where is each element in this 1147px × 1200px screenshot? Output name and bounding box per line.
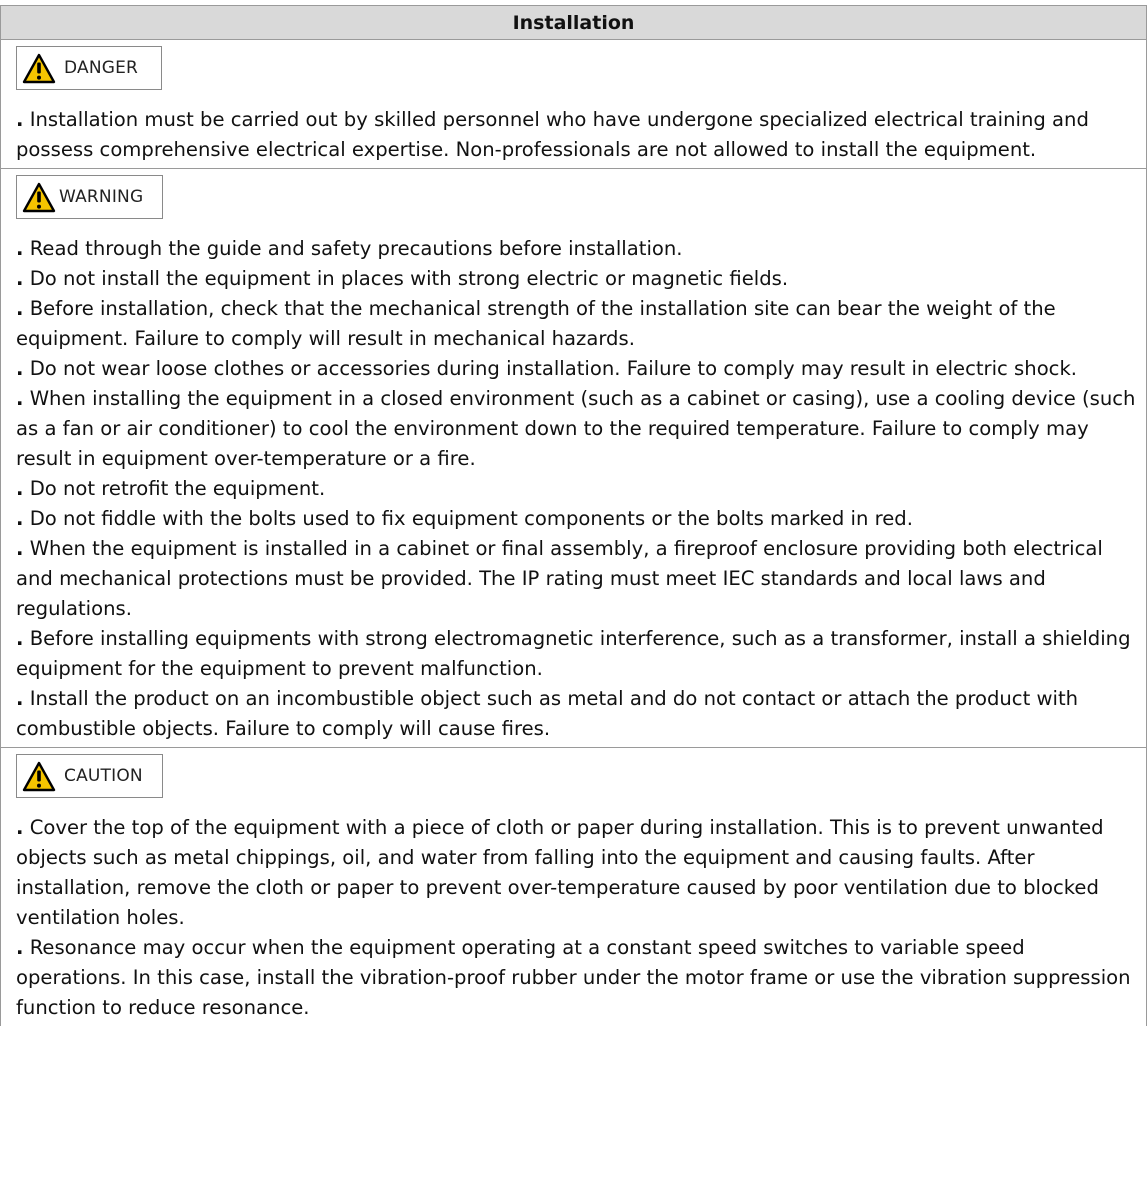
list-item: . Installation must be carried out by skilled personnel who have undergone specialized electrical training and possess comprehensive electrical expertise. Non-professionals are not allowed to install the equipment.: [16, 108, 1089, 161]
list-item: . When the equipment is installed in a cabinet or final assembly, a fireproof enclosure providing both electrical and mechanical protections must be provided. The IP rating must meet IEC standards and local laws and regulations.: [16, 537, 1103, 620]
warning-section: [1, 169, 1146, 748]
list-item: . Do not wear loose clothes or accessories during installation. Failure to comply may result in electric shock.: [16, 357, 1078, 380]
caution-label-box: [16, 754, 163, 798]
caution-label: CAUTION: [64, 766, 143, 786]
list-item: . Do not fiddle with the bolts used to fix equipment components or the bolts marked in red.: [16, 507, 913, 530]
list-item: . Resonance may occur when the equipment operating at a constant speed switches to variable speed operations. In this case, install the vibration-proof rubber under the motor frame or use the vibration suppression function to reduce resonance.: [16, 936, 1131, 1019]
warning-label: WARNING: [59, 187, 144, 207]
danger-label-box: [16, 46, 162, 90]
caution-section: [1, 748, 1146, 1026]
danger-label: DANGER: [64, 58, 139, 78]
warning-label-box: [16, 175, 163, 219]
danger-section: [1, 40, 1146, 169]
safety-table: [0, 5, 1147, 1026]
table-title: Installation: [512, 11, 635, 34]
list-item: . Before installing equipments with strong electromagnetic interference, such as a transformer, install a shielding equipment for the equipment to prevent malfunction.: [16, 627, 1131, 680]
list-item: . Do not install the equipment in places with strong electric or magnetic fields.: [16, 267, 789, 290]
list-item: . Read through the guide and safety precautions before installation.: [16, 237, 683, 260]
caution-items: [16, 813, 1136, 1026]
warning-triangle-icon: [22, 761, 56, 792]
table-header: [1, 6, 1146, 40]
danger-items: [16, 105, 1136, 168]
list-item: . Do not retrofit the equipment.: [16, 477, 326, 500]
list-item: . Install the product on an incombustible object such as metal and do not contact or attach the product with combustible objects. Failure to comply will cause fires.: [16, 687, 1079, 740]
warning-triangle-icon: [22, 182, 56, 213]
list-item: . When installing the equipment in a closed environment (such as a cabinet or casing), use a cooling device (such as a fan or air conditioner) to cool the environment down to the required temperature. Failure to comply may result in equipment over-temperature or a fire.: [16, 387, 1136, 470]
list-item: . Cover the top of the equipment with a piece of cloth or paper during installation. This is to prevent unwanted objects such as metal chippings, oil, and water from falling into the equipment and causing faults. After installation, remove the cloth or paper to prevent over-temperature caused by poor ventilation due to blocked ventilation holes.: [16, 816, 1104, 929]
warning-items: [16, 234, 1136, 747]
warning-triangle-icon: [22, 53, 56, 84]
list-item: . Before installation, check that the mechanical strength of the installation site can bear the weight of the equipment. Failure to comply will result in mechanical hazards.: [16, 297, 1056, 350]
